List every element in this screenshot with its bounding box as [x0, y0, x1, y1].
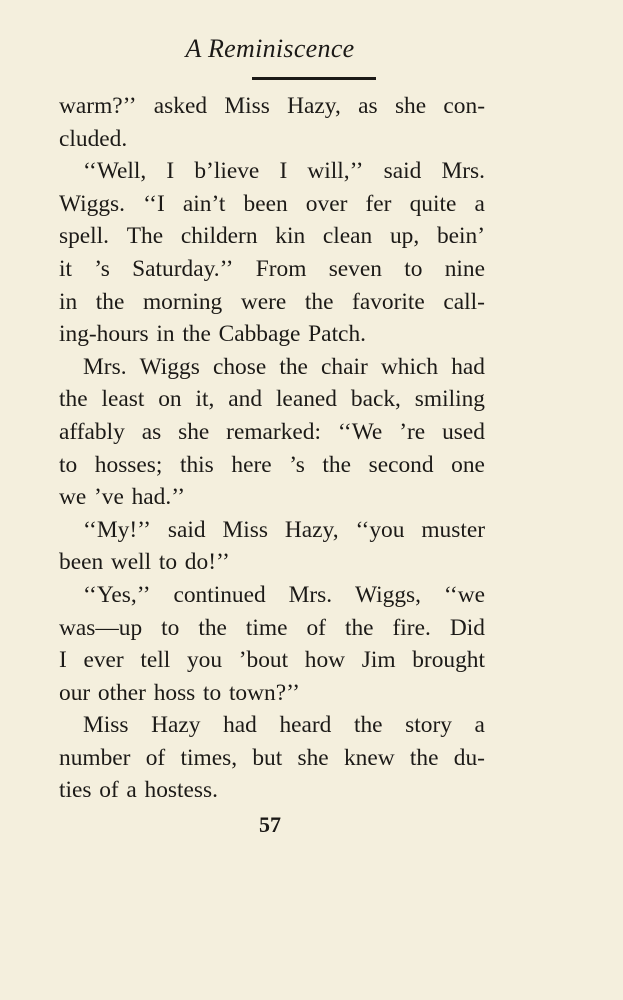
word: ‘‘My!’’ — [83, 516, 151, 543]
word: town?’’ — [228, 679, 300, 706]
word: was—up — [59, 614, 143, 641]
word: of — [306, 614, 326, 641]
word: back, — [350, 386, 401, 413]
word: smiling — [414, 386, 485, 413]
text-line — [59, 383, 485, 416]
word: the — [182, 321, 211, 348]
text-line — [59, 416, 485, 449]
word: ’ve — [94, 484, 124, 511]
text-line — [59, 253, 485, 286]
word: ing-hours — [59, 321, 149, 348]
word: you — [186, 647, 223, 674]
word: childern — [180, 223, 258, 250]
word: ain’t — [182, 190, 226, 217]
word: said — [383, 158, 422, 185]
word: the — [304, 288, 334, 315]
word: Hazy, — [284, 516, 339, 543]
word: tell — [140, 647, 171, 674]
word: will,’’ — [307, 158, 364, 185]
word: second — [368, 451, 434, 478]
word: a — [474, 712, 485, 739]
word: quite — [409, 190, 457, 217]
word: of — [145, 744, 166, 771]
word: it, — [195, 386, 215, 413]
word: the — [198, 614, 227, 641]
word: cluded. — [59, 125, 128, 152]
word: had — [223, 712, 257, 739]
text-line — [59, 514, 485, 547]
text-line — [59, 286, 485, 319]
word: number — [59, 744, 131, 771]
word: Cabbage — [218, 321, 301, 348]
word: but — [252, 744, 283, 771]
word: up, — [389, 223, 420, 250]
word: the — [59, 386, 88, 413]
word: Saturday.’’ — [132, 255, 234, 282]
word: knew — [343, 744, 395, 771]
word: as — [141, 418, 162, 445]
word: Jim — [361, 647, 396, 674]
text-line — [59, 188, 485, 221]
word: muster — [421, 516, 485, 543]
word: Mrs. — [83, 353, 127, 380]
word: ‘‘Yes,’’ — [83, 581, 151, 608]
text-line — [59, 579, 485, 612]
word: to — [404, 255, 423, 282]
word: over — [305, 190, 348, 217]
text-line — [59, 351, 485, 384]
word: con- — [443, 93, 485, 119]
word: had.’’ — [131, 484, 186, 511]
word: and — [228, 386, 263, 413]
word: said — [167, 516, 206, 543]
word: Hazy — [151, 712, 201, 739]
word: a — [126, 777, 137, 804]
body-text — [59, 90, 485, 807]
word: times, — [180, 744, 238, 771]
word: ‘‘I — [143, 190, 165, 217]
word: Mrs. — [441, 158, 485, 185]
word: this — [179, 451, 214, 478]
word: our — [59, 679, 91, 706]
word: asked — [153, 93, 208, 119]
word: to — [203, 679, 222, 706]
word: Wiggs. — [59, 190, 125, 217]
word: to — [59, 451, 78, 478]
word: Did — [449, 614, 485, 641]
word: seven — [328, 255, 382, 282]
word: ’bout — [238, 647, 289, 674]
word: Patch. — [308, 321, 366, 348]
word: morning — [142, 288, 223, 315]
word: fer — [365, 190, 392, 217]
word: I — [59, 647, 67, 674]
word: spell. — [59, 223, 110, 250]
word: From — [255, 255, 307, 282]
word: the — [353, 712, 383, 739]
word: the — [409, 744, 439, 771]
word: bein’ — [436, 223, 485, 250]
word: The — [126, 223, 164, 250]
text-line — [59, 449, 485, 482]
text-line — [59, 677, 485, 710]
word: I — [279, 158, 288, 185]
word: clean — [322, 223, 373, 250]
text-line — [59, 644, 485, 677]
text-line — [59, 774, 485, 807]
word: one — [451, 451, 485, 478]
text-line — [59, 220, 485, 253]
word: ‘‘you — [355, 516, 405, 543]
word: heard — [279, 712, 332, 739]
word: a — [474, 190, 485, 217]
word: to — [158, 549, 178, 576]
word: kin — [275, 223, 306, 250]
word: how — [304, 647, 346, 674]
word: story — [405, 712, 452, 739]
word: other — [97, 679, 146, 706]
word: the — [279, 353, 308, 380]
word: least — [101, 386, 145, 413]
word: Wiggs — [139, 353, 200, 380]
word: do!’’ — [184, 549, 230, 576]
word: brought — [412, 647, 485, 674]
running-head: A Reminiscence — [185, 34, 355, 63]
word: here — [231, 451, 272, 478]
text-line — [59, 742, 485, 775]
word: ties — [59, 777, 92, 804]
page-number: 57 — [259, 812, 281, 837]
word: warm?’’ — [59, 93, 137, 119]
head-rule — [252, 77, 376, 80]
word: chair — [321, 353, 368, 380]
word: ‘‘we — [443, 581, 485, 608]
text-line — [59, 481, 485, 514]
word: the — [322, 451, 351, 478]
word: hoss — [153, 679, 196, 706]
word: affably — [59, 418, 125, 445]
word: were — [240, 288, 287, 315]
word: hostess. — [144, 777, 218, 804]
word: to — [161, 614, 180, 641]
word: fire. — [392, 614, 431, 641]
word: been — [243, 190, 288, 217]
word: which — [380, 353, 439, 380]
text-line — [59, 709, 485, 742]
word: Miss — [83, 712, 129, 739]
word: du- — [453, 744, 485, 771]
text-line — [59, 123, 485, 156]
word: the — [344, 614, 374, 641]
word: we — [59, 484, 87, 511]
word: continued — [173, 581, 266, 608]
text-line — [59, 546, 485, 579]
word: of — [99, 777, 119, 804]
word: she — [297, 744, 329, 771]
word: in — [156, 321, 175, 348]
word: leaned — [275, 386, 337, 413]
word: the — [95, 288, 125, 315]
word: chose — [212, 353, 267, 380]
word: on — [158, 386, 182, 413]
text-line — [59, 612, 485, 645]
word: in — [59, 288, 78, 315]
word: ’s — [94, 255, 110, 282]
word: ever — [83, 647, 124, 674]
word: remarked: — [226, 418, 321, 445]
word: time — [245, 614, 288, 641]
word: well — [110, 549, 152, 576]
word: used — [442, 418, 485, 445]
word: had — [451, 353, 485, 380]
word: hosses; — [94, 451, 163, 478]
word: Miss — [222, 516, 268, 543]
word: she — [178, 418, 210, 445]
text-line — [59, 318, 485, 351]
word: b’lieve — [194, 158, 260, 185]
word: I — [166, 158, 175, 185]
word: ’s — [289, 451, 305, 478]
word: ’re — [399, 418, 426, 445]
word: ‘‘We — [337, 418, 383, 445]
word: as — [358, 93, 378, 119]
word: Hazy, — [287, 93, 341, 119]
text-line — [59, 155, 485, 188]
word: favorite — [352, 288, 425, 315]
word: Mrs. — [288, 581, 333, 608]
word: it — [59, 255, 72, 282]
word: Miss — [224, 93, 270, 119]
word: call- — [443, 288, 485, 315]
text-line — [59, 90, 485, 123]
word: been — [59, 549, 104, 576]
word: Wiggs, — [355, 581, 421, 608]
word: nine — [444, 255, 485, 282]
word: ‘‘Well, — [83, 158, 147, 185]
word: she — [394, 93, 427, 119]
